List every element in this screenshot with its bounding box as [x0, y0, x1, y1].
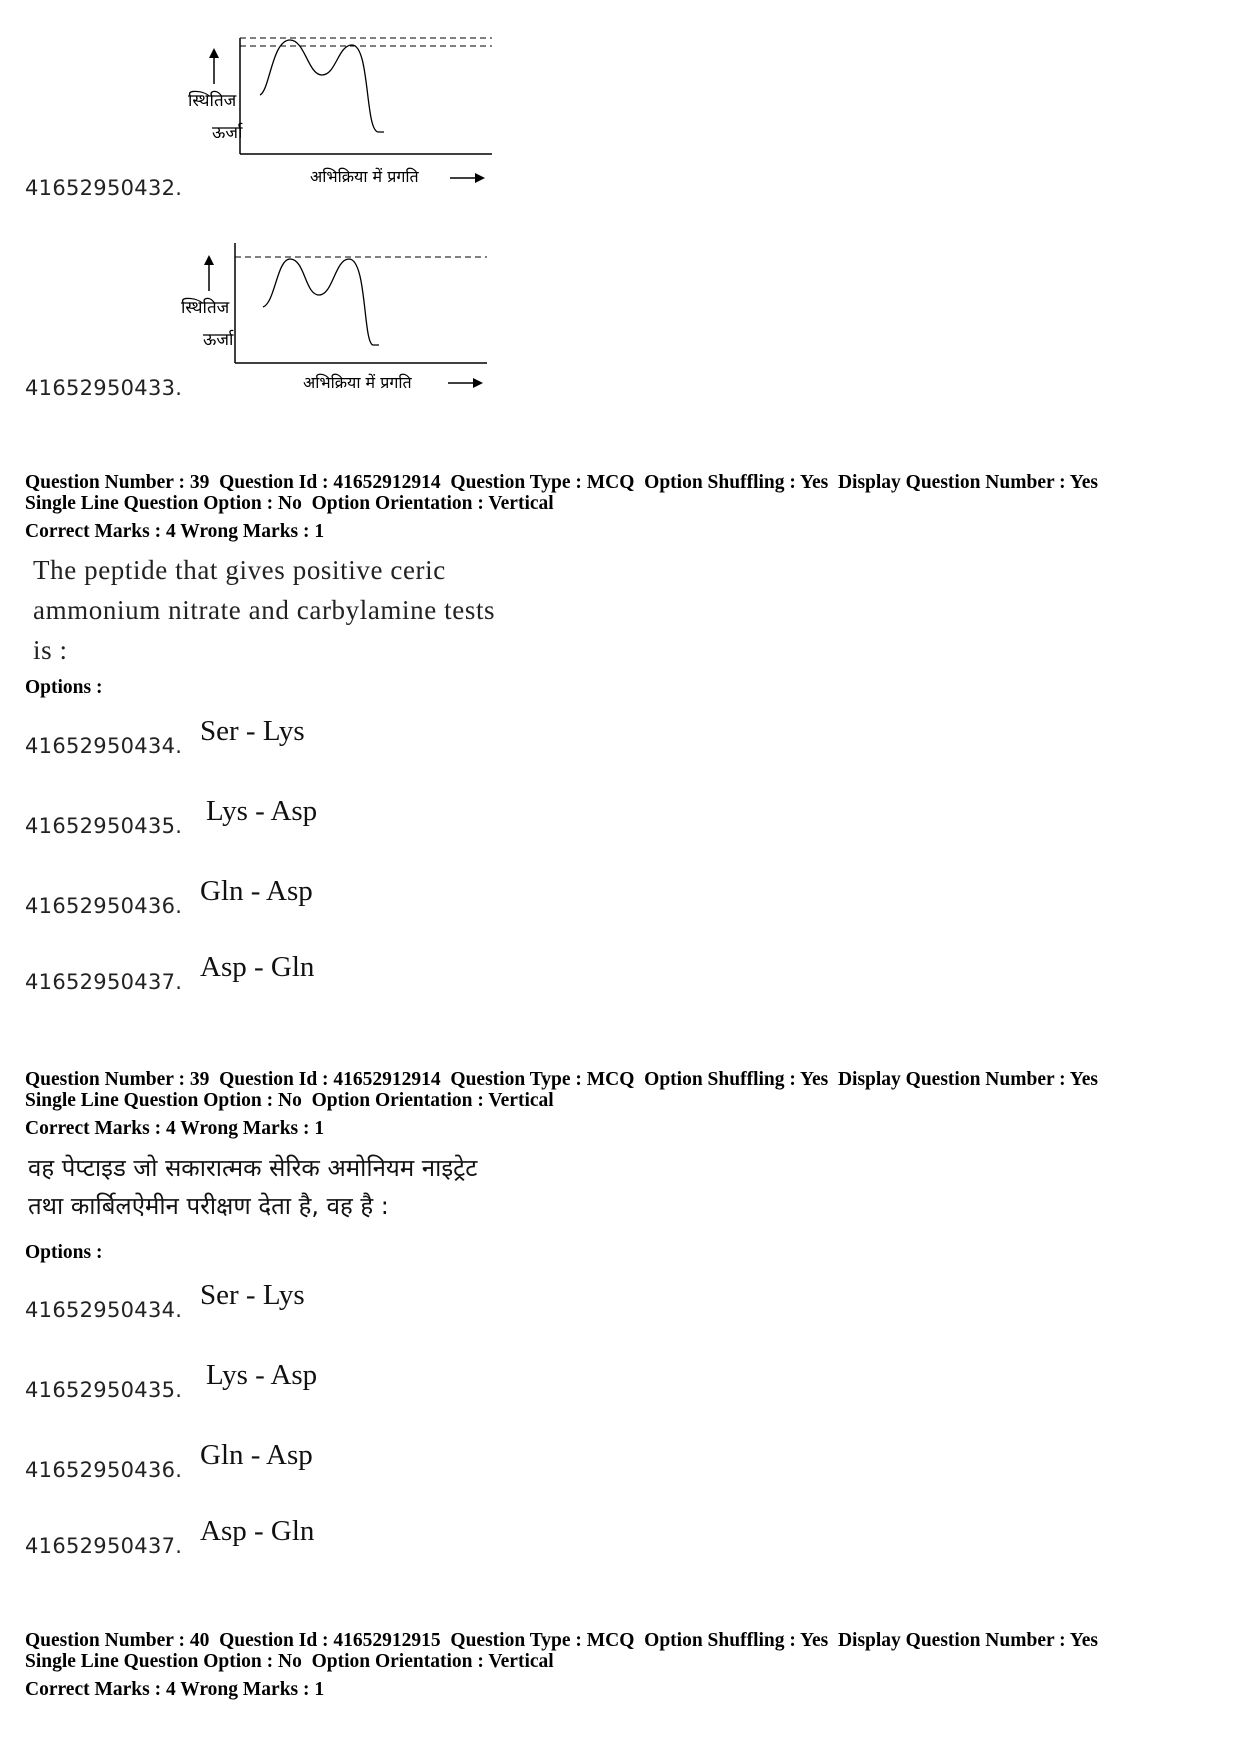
x-axis-label: अभिक्रिया में प्रगति [310, 167, 419, 186]
question-meta: Question Number : 39 Question Id : 41652912914 Question Type : MCQ Option Shuffling : Yes Display Question Number : Yes [25, 472, 1098, 493]
question-meta: Question Number : 39 Question Id : 41652912914 Question Type : MCQ Option Shuffling : Yes Display Question Number : Yes [25, 1069, 1098, 1090]
option-id: 41652950434. [25, 734, 183, 758]
option-id: 41652950437. [25, 970, 183, 994]
option-text: Gln - Asp [200, 875, 313, 907]
question-text-line: is : [33, 635, 68, 665]
options-label: Options : [25, 677, 103, 698]
option-id: 41652950436. [25, 1458, 183, 1482]
option-text: Asp - Gln [200, 951, 315, 983]
options-label: Options : [25, 1242, 103, 1263]
question-meta: Single Line Question Option : No Option Orientation : Vertical [25, 493, 554, 514]
energy-profile-graph [181, 235, 495, 405]
option-id: 41652950433. [25, 376, 183, 400]
question-text-line: तथा कार्बिलऐमीन परीक्षण देता है, वह है : [28, 1192, 389, 1220]
option-text: Lys - Asp [206, 1359, 318, 1391]
question-text-line: The peptide that gives positive ceric [33, 555, 446, 585]
question-text [28, 1149, 477, 1225]
option-text: Ser - Lys [200, 1279, 305, 1311]
option-id: 41652950435. [25, 1378, 183, 1402]
option-id: 41652950436. [25, 894, 183, 918]
energy-profile-graph [188, 30, 500, 200]
x-axis-label: अभिक्रिया में प्रगति [303, 373, 412, 392]
question-text-line: ammonium nitrate and carbylamine tests [33, 595, 496, 625]
y-axis-label: ऊर्जा [203, 330, 234, 350]
option-text: Ser - Lys [200, 715, 305, 747]
question-meta: Single Line Question Option : No Option Orientation : Vertical [25, 1651, 554, 1672]
question-meta: Question Number : 40 Question Id : 41652912915 Question Type : MCQ Option Shuffling : Yes Display Question Number : Yes [25, 1630, 1098, 1651]
question-text [33, 550, 495, 670]
y-axis-label: स्थितिज [181, 298, 230, 318]
option-id: 41652950437. [25, 1534, 183, 1558]
y-axis-label: ऊर्जा [212, 123, 243, 143]
marks: Correct Marks : 4 Wrong Marks : 1 [25, 1118, 325, 1139]
marks: Correct Marks : 4 Wrong Marks : 1 [25, 521, 325, 542]
marks: Correct Marks : 4 Wrong Marks : 1 [25, 1679, 325, 1700]
question-text-line: वह पेप्टाइड जो सकारात्मक सेरिक अमोनियम नाइट्रेट [28, 1154, 478, 1182]
option-text: Lys - Asp [206, 795, 318, 827]
option-id: 41652950435. [25, 814, 183, 838]
y-axis-label: स्थितिज [188, 91, 237, 111]
option-id: 41652950434. [25, 1298, 183, 1322]
option-text: Asp - Gln [200, 1515, 315, 1547]
option-text: Gln - Asp [200, 1439, 313, 1471]
question-meta: Single Line Question Option : No Option Orientation : Vertical [25, 1090, 554, 1111]
option-id: 41652950432. [25, 176, 183, 200]
